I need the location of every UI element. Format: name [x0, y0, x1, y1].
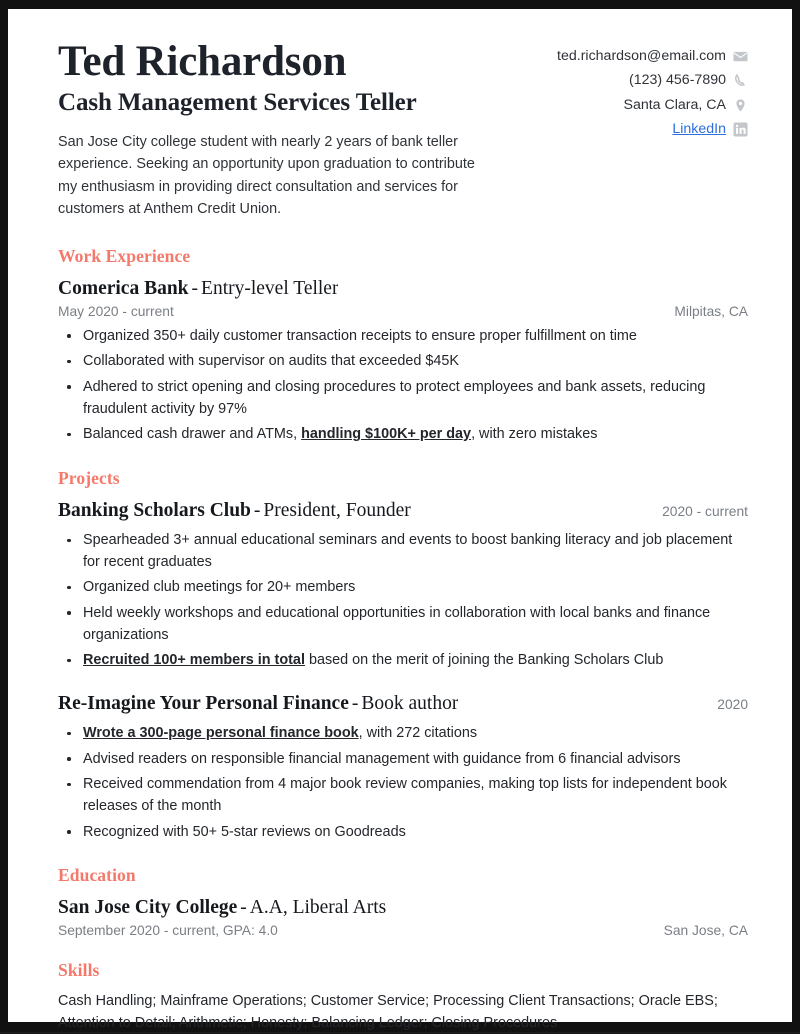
education-separator: - — [240, 897, 247, 919]
bullet-highlight: handling $100K+ per day — [301, 426, 472, 443]
education-location: San Jose, CA — [663, 922, 748, 938]
project-bullet — [58, 774, 748, 817]
project-bullet — [58, 530, 748, 573]
work-bullet — [58, 377, 748, 420]
bullet-text: Spearheaded 3+ annual educational seminars and events to boost banking literacy and job placement for recent graduates — [83, 532, 733, 570]
contact-row-phone — [629, 70, 748, 91]
section-title-projects: Projects — [58, 467, 120, 488]
work-bullet — [58, 424, 748, 446]
work-entry-head — [58, 276, 748, 301]
bullet-text: Organized club meetings for 20+ members — [83, 579, 356, 596]
work-organization: Comerica Bank — [58, 278, 189, 300]
education-entry-head — [58, 895, 748, 920]
bullet-text: Collaborated with supervisor on audits that exceeded $45K — [83, 353, 459, 370]
resume-page — [8, 9, 792, 1031]
education-dates-gpa: September 2020 - current, GPA: 4.0 — [58, 922, 278, 938]
bullet-text: Held weekly workshops and educational opportunities in collaboration with local banks and finance organizations — [83, 604, 711, 643]
project-dates: 2020 - current — [662, 503, 748, 519]
project-entry — [58, 691, 748, 843]
project-bullet-list — [58, 723, 748, 843]
envelope-icon — [733, 49, 748, 64]
bullet-text-post: based on the merit of joining the Banking Scholars Club — [304, 652, 664, 669]
degree: A.A, Liberal Arts — [249, 897, 387, 919]
education-entry-meta — [58, 923, 748, 938]
project-entry-heading — [58, 691, 458, 716]
bullet-text: Received commendation from 4 major book review companies, making top lists for independent book releases of the month — [83, 776, 727, 814]
project-entry-head — [58, 691, 748, 716]
project-bullet — [58, 650, 748, 672]
project-role: Book author — [361, 692, 459, 714]
work-bullet-list — [58, 326, 748, 446]
phone-icon — [733, 73, 748, 88]
project-bullet — [58, 822, 748, 844]
education-entry — [58, 895, 748, 937]
email-text: ted.richardson@email.com — [557, 48, 726, 64]
bullet-text: Recognized with 50+ 5-star reviews on Goodreads — [83, 823, 406, 840]
candidate-job-title: Cash Management Services Teller — [58, 88, 417, 116]
work-dates: May 2020 - current — [58, 303, 174, 319]
school-name: San Jose City College — [58, 897, 238, 919]
project-bullet — [58, 749, 748, 771]
project-bullet — [58, 723, 748, 745]
professional-summary: San Jose City college student with nearly 2 years of bank teller experience. Seeking an opportunity upon graduation to contribute my enthusiasm in providing direct consultation and services for customers at Anthem Credit Union. — [58, 134, 475, 218]
candidate-name: Ted Richardson — [58, 38, 347, 85]
project-role: President, Founder — [263, 499, 411, 521]
linkedin-icon[interactable] — [733, 122, 748, 137]
work-entry-meta — [58, 304, 748, 319]
work-bullet — [58, 326, 748, 348]
bullet-highlight: Recruited 100+ members in total — [83, 652, 305, 669]
skills-list: Cash Handling; Mainframe Operations; Customer Service; Processing Client Transactions; Oracle EBS; Attention to Detail; Arithmetic; Honesty; Balancing Ledger; Closing Procedures — [58, 992, 718, 1031]
section-work-experience — [58, 246, 748, 445]
section-skills — [58, 960, 748, 1034]
map-pin-icon — [733, 98, 748, 113]
header-identity — [58, 37, 557, 220]
project-entry — [58, 498, 748, 672]
section-title-work-experience: Work Experience — [58, 246, 191, 267]
phone-text: (123) 456-7890 — [628, 72, 726, 89]
section-title-education: Education — [58, 865, 136, 886]
project-bullet-list — [58, 530, 748, 672]
section-title-skills: Skills — [58, 959, 100, 980]
bullet-text: Adhered to strict opening and closing procedures to protect employees and bank assets, reducing fraudulent activity by 97% — [83, 378, 706, 417]
project-name: Re-Imagine Your Personal Finance — [58, 692, 349, 714]
project-bullet — [58, 577, 748, 599]
work-separator: - — [191, 278, 199, 300]
bullet-text: Advised readers on responsible financial management with guidance from 6 financial advisors — [83, 750, 681, 767]
project-bullet — [58, 603, 748, 646]
education-entry-heading — [58, 895, 386, 920]
contact-block — [557, 37, 748, 140]
bullet-text: Organized 350+ daily customer transaction receipts to ensure proper fulfillment on time — [83, 327, 637, 344]
bullet-text-post: , with zero mistakes — [471, 426, 598, 443]
bullet-text: Balanced cash drawer and ATMs, — [83, 426, 302, 443]
contact-row-email — [557, 46, 748, 67]
project-name: Banking Scholars Club — [58, 499, 251, 521]
work-entry — [58, 276, 748, 445]
project-separator: - — [351, 692, 359, 714]
contact-row-linkedin[interactable] — [672, 119, 748, 140]
project-entry-heading — [58, 498, 411, 523]
linkedin-link[interactable]: LinkedIn — [672, 120, 726, 137]
work-bullet — [58, 351, 748, 373]
work-entry-heading — [58, 276, 338, 301]
project-separator: - — [253, 499, 261, 521]
work-location: Milpitas, CA — [674, 303, 748, 319]
bullet-highlight: Wrote a 300-page personal finance book — [83, 725, 359, 742]
location-text: Santa Clara, CA — [623, 96, 726, 113]
contact-row-location — [623, 95, 748, 116]
project-dates: 2020 — [717, 696, 748, 712]
section-projects — [58, 468, 748, 843]
section-education — [58, 865, 748, 937]
bullet-text-post: , with 272 citations — [358, 725, 478, 742]
project-entry-head — [58, 498, 748, 523]
work-role: Entry-level Teller — [201, 278, 339, 300]
resume-header — [58, 37, 748, 220]
